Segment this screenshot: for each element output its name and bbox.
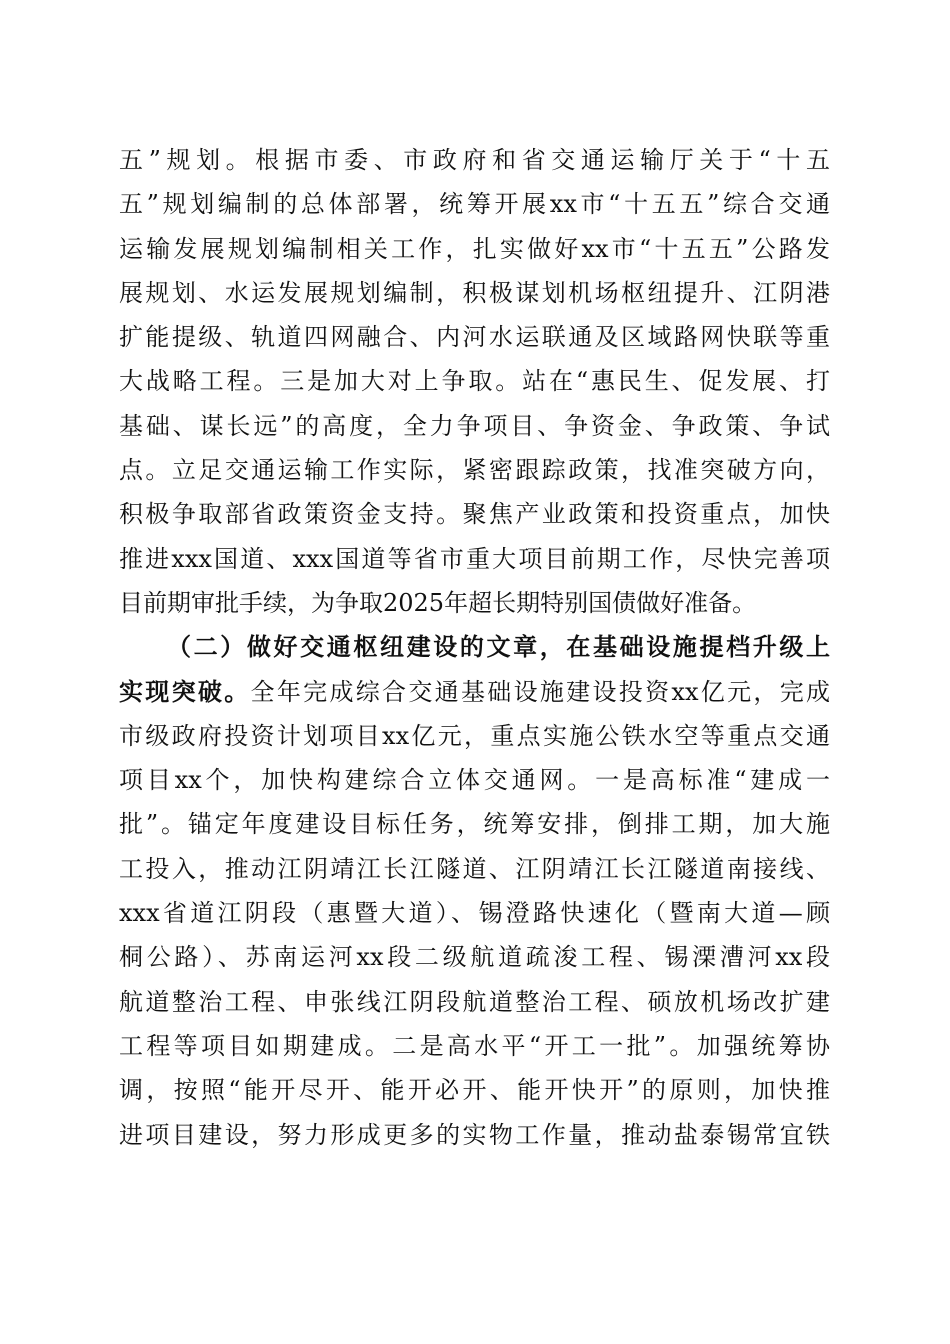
paragraph-line: 五”规划编制的总体部署，统筹开展xx市“十五五”综合交通	[119, 190, 830, 219]
paragraph-line: 项目xx个，加快构建综合立体交通网。一是高标准“建成一	[119, 766, 830, 795]
paragraph-line: xxx省道江阴段（惠暨大道）、锡澄路快速化（暨南大道—顾	[119, 899, 830, 928]
paragraph-line: 市级政府投资计划项目xx亿元，重点实施公铁水空等重点交通	[119, 721, 830, 750]
paragraph-line: 点。立足交通运输工作实际，紧密跟踪政策，找准突破方向，	[119, 456, 830, 485]
section-heading-continuation	[119, 670, 830, 714]
paragraph-line: 目前期审批手续，为争取2025年超长期特别国债做好准备。	[119, 588, 757, 617]
paragraph-line: 工投入，推动江阴靖江长江隧道、江阴靖江长江隧道南接线、	[119, 854, 830, 883]
paragraph-line: 桐公路）、苏南运河xx段二级航道疏浚工程、锡溧漕河xx段	[119, 943, 830, 972]
paragraph-line: 大战略工程。三是加大对上争取。站在“惠民生、促发展、打	[119, 367, 830, 396]
paragraph-line: 基础、谋长远”的高度，全力争项目、争资金、争政策、争试	[119, 411, 830, 440]
paragraph-line: 工程等项目如期建成。二是高水平“开工一批”。加强统筹协	[119, 1031, 830, 1060]
paragraph-line: 航道整治工程、申张线江阴段航道整治工程、硕放机场改扩建	[119, 987, 830, 1016]
paragraph-line: 运输发展规划编制相关工作，扎实做好xx市“十五五”公路发	[119, 234, 830, 263]
paragraph-text: 全年完成综合交通基础设施建设投资xx亿元，完成	[250, 677, 830, 706]
paragraph-line: 扩能提级、轨道四网融合、内河水运联通及区域路网快联等重	[119, 323, 830, 352]
paragraph-line: 展规划、水运发展规划编制，积极谋划机场枢纽提升、江阴港	[119, 278, 830, 307]
paragraph-line: 积极争取部省政策资金支持。聚焦产业政策和投资重点，加快	[119, 500, 830, 529]
paragraph-line: 进项目建设，努力形成更多的实物工作量，推动盐泰锡常宜铁	[119, 1120, 830, 1149]
section-heading-end: 实现突破。	[119, 676, 251, 706]
paragraph-line: 调，按照“能开尽开、能开必开、能开快开”的原则，加快推	[119, 1076, 830, 1105]
section-heading: （二）做好交通枢纽建设的文章，在基础设施提档升级上	[167, 632, 830, 662]
document-body	[119, 138, 830, 1157]
paragraph-line: 推进xxx国道、xxx国道等省市重大项目前期工作，尽快完善项	[119, 544, 830, 573]
paragraph-line: 五”规划。根据市委、市政府和省交通运输厅关于“十五	[119, 146, 830, 174]
paragraph-line: 批”。锚定年度建设目标任务，统筹安排，倒排工期，加大施	[119, 810, 830, 839]
